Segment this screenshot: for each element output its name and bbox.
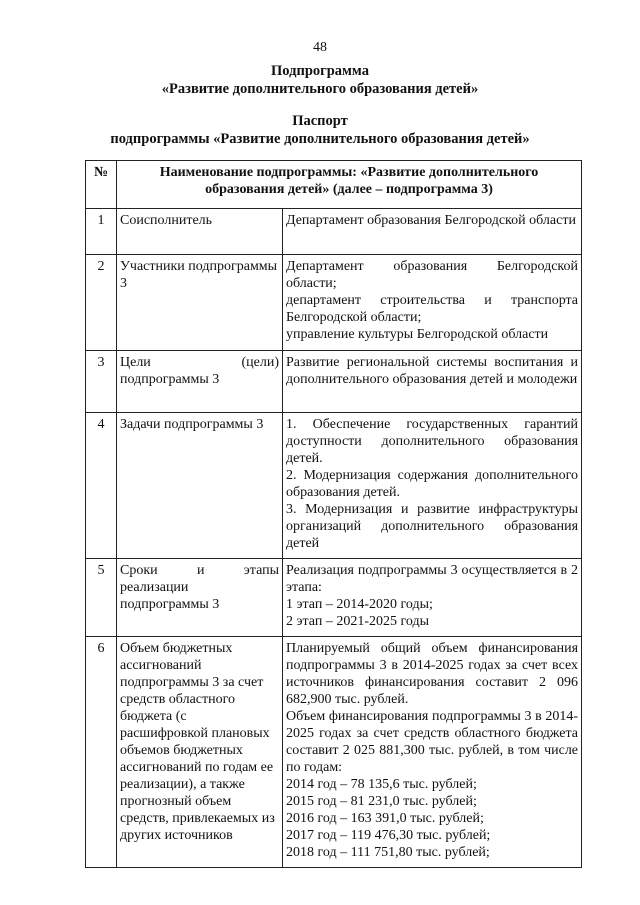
row-label-word: Сроки — [120, 563, 158, 578]
row-label-line: ассигнований — [120, 658, 202, 673]
row-label-line: Соисполнитель — [120, 213, 213, 228]
row-value — [283, 209, 582, 255]
row-value-para: 2 этап – 2021-2025 годы — [286, 614, 430, 629]
row-label-line — [120, 562, 279, 579]
passport-heading — [0, 112, 640, 148]
row-label-line: средств областного — [120, 692, 236, 707]
row-value-para: 2. Модернизация содержания дополнительного образования детей. — [286, 468, 579, 500]
row-label — [117, 637, 283, 868]
row-label — [117, 255, 283, 351]
row-label-line: ассигнований по годам ее — [120, 760, 274, 775]
row-value-para: Развитие региональной системы воспитания и дополнительного образования детей и молодежи — [286, 355, 579, 387]
row-number: 3 — [86, 351, 117, 413]
table-row — [86, 351, 582, 413]
row-label-line: 3 — [120, 276, 127, 291]
row-label-line: прогнозный объем — [120, 794, 232, 809]
row-label-line: подпрограммы 3 за счет — [120, 675, 264, 690]
row-value-para: Департамент образования Белгородской области — [286, 213, 576, 228]
row-label-line: других источников — [120, 828, 233, 843]
row-label — [117, 351, 283, 413]
row-label — [117, 413, 283, 559]
row-label-line: Задачи подпрограммы 3 — [120, 417, 264, 432]
row-value-para: Реализация подпрограммы 3 осуществляется в 2 этапа: — [286, 563, 579, 595]
row-value-para: Планируемый общий объем финансирования подпрограммы 3 в 2014-2025 годах за счет всех источников финансирования составит 2 096 682,900 тыс. рублей. — [286, 641, 579, 707]
row-value-para: департамент строительства и транспорта Белгородской области; — [286, 293, 579, 325]
row-value-para: Объем финансирования подпрограммы 3 в 2014-2025 годах за счет средств областного бюджета составит 2 025 881,300 тыс. рублей, в том числе по годам: — [286, 709, 579, 775]
row-label — [117, 209, 283, 255]
row-value — [283, 413, 582, 559]
row-label-word: и — [196, 563, 205, 578]
row-number: 2 — [86, 255, 117, 351]
row-value — [283, 559, 582, 637]
row-value-para: 2014 год – 78 135,6 тыс. рублей; — [286, 777, 477, 792]
row-label-line: расшифровкой плановых — [120, 726, 270, 741]
row-number: 5 — [86, 559, 117, 637]
table-row — [86, 255, 582, 351]
row-value-para: Департамент образования Белгородской области; — [286, 259, 579, 291]
row-label-line: Объем бюджетных — [120, 641, 233, 656]
row-label-line: подпрограммы 3 — [120, 597, 220, 612]
row-value-para: 1 этап – 2014-2020 годы; — [286, 597, 433, 612]
row-value-para: 2017 год – 119 476,30 тыс. рублей; — [286, 828, 491, 843]
subprogram-name-header — [117, 161, 582, 209]
subprogram-heading — [0, 62, 640, 98]
row-label-line: средств, привлекаемых из — [120, 811, 275, 826]
row-value-para: 2015 год – 81 231,0 тыс. рублей; — [286, 794, 477, 809]
passport-heading-line2: подпрограммы «Развитие дополнительного образования детей» — [110, 131, 530, 147]
row-value-para: 2018 год – 111 751,80 тыс. рублей; — [286, 845, 490, 860]
row-value-para: 3. Модернизация и развитие инфраструктуры организаций дополнительного образования детей — [286, 502, 579, 551]
table-row — [86, 209, 582, 255]
row-label-line: объемов бюджетных — [120, 743, 243, 758]
row-label-line: Участники подпрограммы — [120, 259, 278, 274]
passport-table — [85, 160, 582, 868]
table-row — [86, 559, 582, 637]
row-value — [283, 637, 582, 868]
row-value-para: 1. Обеспечение государственных гарантий доступности дополнительного образования детей. — [286, 417, 579, 466]
row-label-line: реализации — [120, 580, 189, 595]
row-label-line: реализации), а также — [120, 777, 245, 792]
row-label-line: подпрограммы 3 — [120, 372, 220, 387]
row-number: 4 — [86, 413, 117, 559]
table-header-row — [86, 161, 582, 209]
table-row — [86, 637, 582, 868]
row-value-para: управление культуры Белгородской области — [286, 327, 549, 342]
row-value — [283, 255, 582, 351]
passport-heading-line1: Паспорт — [292, 113, 348, 129]
subprogram-heading-line2: «Развитие дополнительного образования детей» — [161, 81, 479, 97]
subprogram-name-line1: Наименование подпрограммы: «Развитие дополнительного — [159, 165, 539, 180]
row-label-word: (цели) — [241, 355, 279, 370]
table-row — [86, 413, 582, 559]
row-value-para: 2016 год – 163 391,0 тыс. рублей; — [286, 811, 484, 826]
row-label-word: этапы — [243, 563, 279, 578]
row-value — [283, 351, 582, 413]
row-label-line: бюджета (с — [120, 709, 187, 724]
row-label-line — [120, 354, 279, 371]
num-header: № — [86, 161, 117, 209]
row-number: 6 — [86, 637, 117, 868]
row-label — [117, 559, 283, 637]
row-label-word: Цели — [120, 355, 151, 370]
page-number: 48 — [313, 40, 327, 55]
subprogram-heading-line1: Подпрограмма — [271, 63, 369, 79]
subprogram-name-line2: образования детей» (далее – подпрограмма 3) — [205, 182, 493, 197]
row-number: 1 — [86, 209, 117, 255]
